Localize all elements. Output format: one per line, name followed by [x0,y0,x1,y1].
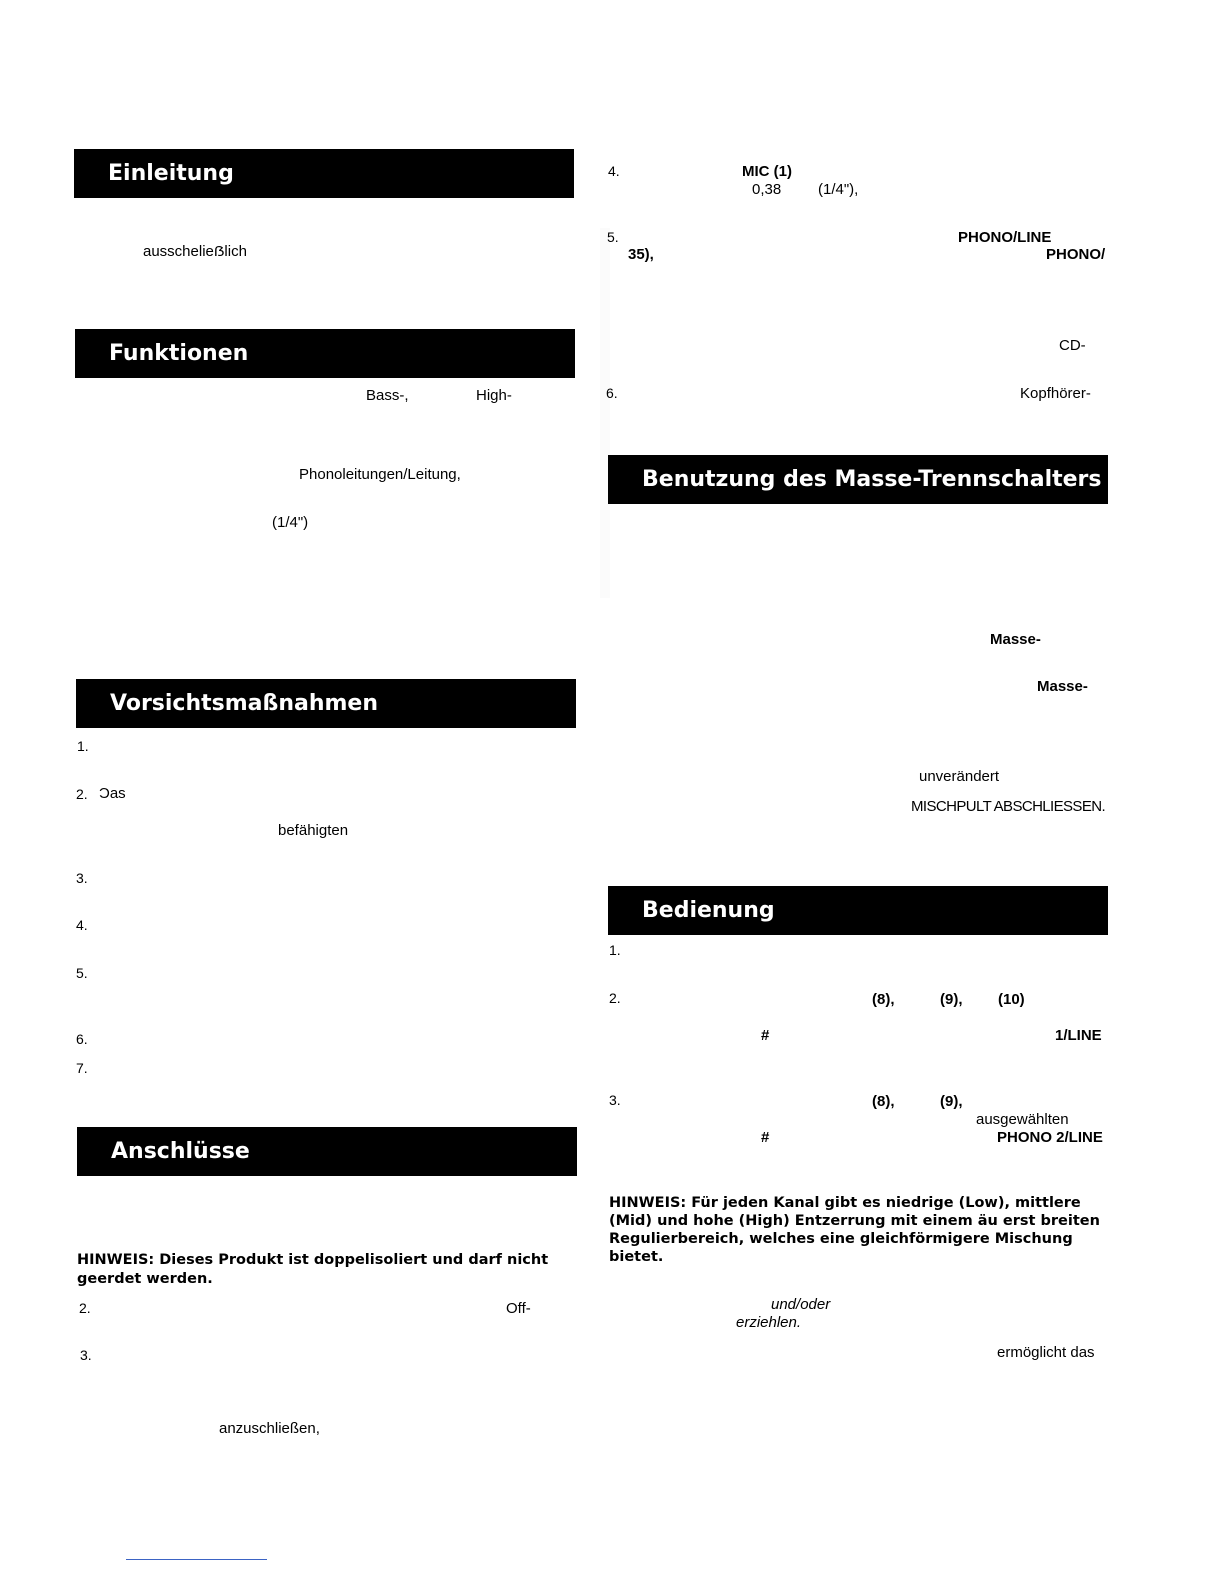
bedienung-item-2-10: (10) [998,991,1025,1008]
vorsicht-item-3: 3. [76,870,88,886]
masse-unveraendert: unverändert [919,768,1000,785]
vorsicht-item-2-text: Ɔas [99,785,126,802]
bedienung-hinweis-line1: HINWEIS: Für jeden Kanal gibt es niedrige (Low), mittlere [609,1195,1081,1211]
bedienung-item-3-9: (9), [940,1093,963,1110]
anschluesse-item-2: 2. [79,1300,91,1316]
masse-word-2: Masse- [1037,678,1088,695]
heading-masse-trennschalter: Benutzung des Masse-Trennschalters [608,455,1108,504]
bedienung-ermoeglicht: ermöglicht das [997,1344,1095,1361]
anschluss-item-5: 5. [607,229,619,245]
bedienung-hinweis-line4: bietet. [609,1249,664,1265]
vorsicht-item-2-word: befähigten [278,822,349,839]
vorsicht-item-7: 7. [76,1060,88,1076]
anschluesse-hinweis-line1: HINWEIS: Dieses Produkt ist doppelisoliert und darf nicht [77,1252,549,1268]
einleitung-text: ausschelieẞlich [143,243,247,260]
heading-funktionen: Funktionen [75,329,575,378]
heading-einleitung: Einleitung [74,149,574,198]
bedienung-item-2-line: 1/LINE [1055,1027,1102,1044]
anschluesse-item-2-word: Off- [506,1300,531,1317]
funktionen-quarter: (1/4") [272,514,309,531]
heading-anschluesse: Anschlüsse [77,1127,577,1176]
bedienung-item-2-8: (8), [872,991,895,1008]
anschluss-item-4-mic: MIC (1) [742,163,792,180]
anschluss-item-5-35: 35), [628,246,654,263]
masse-mischpult: MISCHPULT ABSCHLIESSEN. [911,798,1106,815]
anschluss-item-5-cd: CD- [1059,337,1086,354]
scan-shade-right [600,228,610,598]
vorsicht-item-1: 1. [77,738,89,754]
vorsicht-item-2: 2. [76,786,88,802]
bedienung-hinweis-line2: (Mid) und hohe (High) Entzerrung mit einem äu erst breiten [609,1213,1100,1229]
vorsicht-item-6: 6. [76,1031,88,1047]
bedienung-item-1: 1. [609,942,621,958]
bedienung-undoder: und/oder [771,1296,831,1313]
anschluss-item-6: 6. [606,385,618,401]
bedienung-item-3-phono: PHONO 2/LINE [997,1129,1103,1146]
anschluss-item-4-quarter: (1/4"), [818,181,859,198]
heading-bedienung: Bedienung [608,886,1108,935]
heading-vorsichtsmassnahmen: Vorsichtsmaßnahmen [76,679,576,728]
anschluss-item-5-phonoline: PHONO/LINE [958,229,1052,246]
bedienung-item-3-8: (8), [872,1093,895,1110]
vorsicht-item-4: 4. [76,917,88,933]
bedienung-hinweis-line3: Regulierbereich, welches eine gleichförmigere Mischung [609,1231,1073,1247]
bedienung-item-3: 3. [609,1092,621,1108]
anschluss-item-5-phono: PHONO/ [1046,246,1106,263]
bedienung-item-3-hash: # [761,1129,770,1146]
anschluss-item-4: 4. [608,163,620,179]
bedienung-item-2-hash: # [761,1027,770,1044]
footer-rule [126,1559,267,1560]
bedienung-item-2-9: (9), [940,991,963,1008]
anschluesse-item-3: 3. [80,1347,92,1363]
funktionen-phono: Phonoleitungen/Leitung, [299,466,461,483]
anschluesse-item-3-word: anzuschließen, [219,1420,320,1437]
bedienung-item-3-ausgew: ausgewählten [976,1111,1069,1128]
anschluesse-hinweis-line2: geerdet werden. [77,1271,213,1287]
vorsicht-item-5: 5. [76,965,88,981]
anschluss-item-4-val: 0,38 [752,181,782,198]
bedienung-erzielen: erziehlen. [736,1314,802,1331]
funktionen-bass: Bass-, [366,387,409,404]
masse-word-1: Masse- [990,631,1041,648]
bedienung-item-2: 2. [609,990,621,1006]
funktionen-high: High- [476,387,512,404]
anschluss-item-6-word: Kopfhörer- [1020,385,1091,402]
